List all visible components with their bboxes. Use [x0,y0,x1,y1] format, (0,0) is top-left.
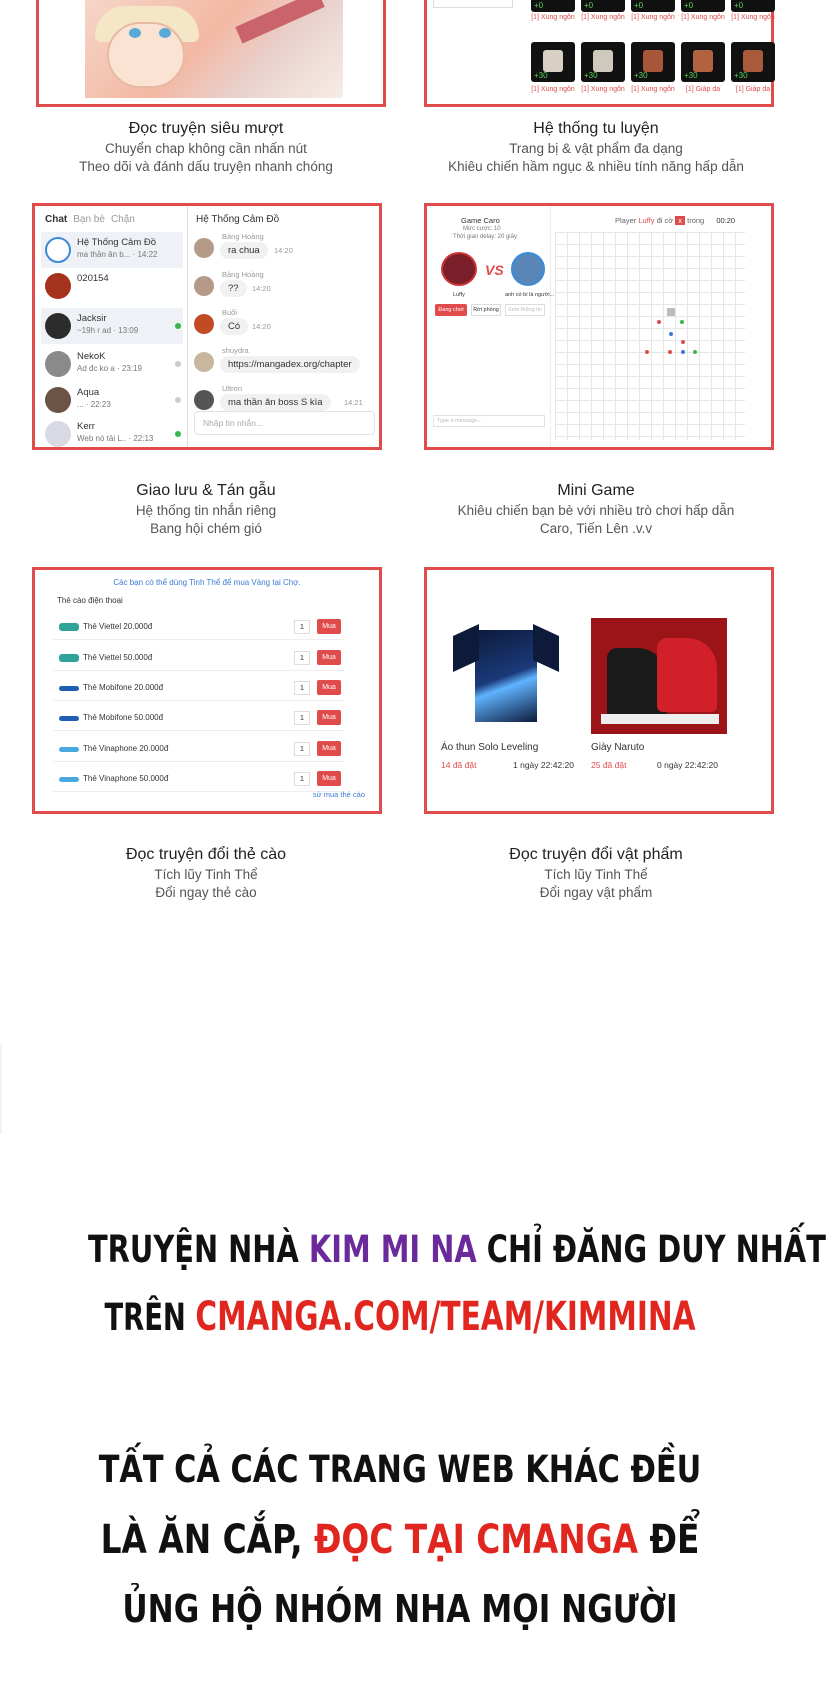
online-status-icon [175,431,181,437]
tshirt-image[interactable] [453,624,559,724]
online-status-icon [175,323,181,329]
player1-avatar [441,252,477,286]
product-name: Áo thun Solo Leveling [441,742,539,753]
feature-caption-phone-cards [26,844,386,902]
game-timer: 00:20 [716,216,736,225]
divider [0,1044,2,1134]
conversation-item[interactable]: 020154 [41,268,183,304]
caro-board[interactable] [555,232,745,440]
conversation-item[interactable]: Kerr Web nó tải L.. · 22:13 [41,416,183,452]
shoes-image[interactable] [591,618,727,734]
feature-card-chat [32,203,382,450]
conversation-item[interactable]: Hệ Thống Cảm Đồ ma thần ân b... · 14:22 [41,232,183,268]
item-label: [1] Xung ngôn [531,86,575,93]
tab-blocked[interactable]: Chặn [110,214,135,225]
notice-line-2: TRÊN CMANGA.COM/TEAM/KIMMINA [104,1294,696,1340]
playing-button[interactable]: Đang chơi [435,304,467,316]
phone-card-row: Thẻ Vinaphone 50.000đ 1 Mua [53,766,345,792]
buy-button[interactable]: Mua [317,741,341,756]
chat-message-input[interactable]: Nhập tin nhắn... [194,411,375,435]
vinaphone-logo-icon [59,747,79,752]
notice-line-1: TRUYỆN NHÀ KIM MI NA CHỈ ĐĂNG DUY NHẤT [88,1228,826,1271]
player2-avatar [511,252,545,286]
chat-message: shuydra https://mangadex.org/chapter [194,346,384,378]
buy-button[interactable]: Mua [317,619,341,634]
quantity-input[interactable]: 1 [294,711,310,725]
item-label: [1] Xung ngôn [631,14,675,21]
feature-caption-reading [26,118,386,176]
feature-card-cultivation: +0 +0 +0 +0 +0 [1] Xung ngôn [1] Xung ngôn [1] Xung ngôn [1] Xung ngôn [1] Xung ngôn +30 +30 +30 +30 +30 [1] Xung ngôn [1] Xung ngôn [1] Xung ngôn [1] Giáp da [1] Giáp da [424,0,774,107]
info-button[interactable]: Xem thông tin [505,304,545,316]
conversation-item[interactable]: Aqua ... · 22:23 [41,382,183,418]
item-label: [1] Xung ngôn [681,14,725,21]
inventory-slot[interactable]: +30 [531,42,575,82]
product-name: Giày Naruto [591,742,645,753]
feature-caption-chat [26,480,386,538]
phone-card-row: Thẻ Viettel 50.000đ 1 Mua [53,645,345,671]
chat-message: Ultron ma thần ăn boss S kìa 14:21 [194,384,364,416]
quantity-input[interactable]: 1 [294,651,310,665]
quantity-input[interactable]: 1 [294,620,310,634]
feature-caption-minigame [416,480,776,538]
purchase-history-link[interactable]: sử mua thẻ cào [312,790,365,799]
feature-desc: Tích lũy Tinh Thể [154,867,258,882]
game-message-input[interactable]: Type a message... [433,415,545,427]
product-ordered: 14 đã đặt [441,760,477,770]
inventory-slot[interactable]: +30 [581,42,625,82]
feature-caption-items [416,844,776,902]
avatar [45,313,71,339]
chat-room-title: Hệ Thống Cảm Đồ [196,214,280,225]
vs-label: VS [485,262,504,278]
buy-button[interactable]: Mua [317,771,341,786]
phone-card-row: Thẻ Viettel 20.000đ 1 Mua [53,614,345,640]
notice-line-3: TẤT CẢ CÁC TRANG WEB KHÁC ĐỀU [98,1448,702,1491]
phone-card-row: Thẻ Mobifone 50.000đ 1 Mua [53,705,345,731]
feature-desc: Khiêu chiến hầm ngục & nhiều tính năng hấp dẫn [448,159,744,174]
feature-desc: Đổi ngay thẻ cào [155,885,257,900]
item-label: [1] Xung ngôn [581,86,625,93]
quantity-input[interactable]: 1 [294,742,310,756]
feature-desc: Trang bị & vật phẩm đa dạng [509,141,683,156]
item-label: [1] Xung ngôn [631,86,675,93]
inventory-slot[interactable]: +30 [731,42,775,82]
feature-desc: Theo dõi và đánh dấu truyện nhanh chóng [79,159,333,174]
phone-card-note: Các bạn có thể dùng Tinh Thể để mua Vàng tại Chợ. [113,578,301,587]
phone-card-header: Thẻ cào điện thoại [57,596,123,605]
inventory-slot[interactable]: +30 [681,42,725,82]
quantity-input[interactable]: 1 [294,681,310,695]
tab-friends[interactable]: Bạn bè [73,214,105,225]
avatar [45,421,71,447]
avatar [45,237,71,263]
avatar [45,351,71,377]
buy-button[interactable]: Mua [317,710,341,725]
product-ordered: 25 đã đặt [591,760,627,770]
quantity-input[interactable]: 1 [294,772,310,786]
buy-button[interactable]: Mua [317,650,341,665]
manga-preview-image [85,0,343,98]
feature-desc: Caro, Tiến Lên .v.v [539,521,653,536]
feature-card-phone-cards [32,567,382,814]
feature-card-items [424,567,774,814]
feature-desc: Chuyển chap không cần nhấn nút [105,141,307,156]
chat-tabs [45,214,141,225]
site-link[interactable]: CMANGA.COM/TEAM/KIMMINA [195,1294,696,1340]
feature-title: Đọc truyện đổi thẻ cào [125,846,287,863]
viettel-logo-icon [59,623,79,631]
offline-status-icon [175,397,181,403]
turn-indicator: Player Luffy đi cờ x trong 00:20 [615,216,736,225]
feature-card-reading [36,0,386,107]
mobifone-logo-icon [59,716,79,721]
feature-title: Giao lưu & Tán gẫu [136,482,276,499]
game-title: Game Caro [461,216,500,225]
avatar [45,387,71,413]
leave-room-button[interactable]: Rời phòng [471,304,501,316]
feature-caption-cultivation [416,118,776,176]
buy-button[interactable]: Mua [317,680,341,695]
feature-card-minigame: Game Caro Mức cược: 10 Thời gian delay: 20 giây VS Luffy anh có bí là người... Đang chơi Rời phòng Xem thông tin Type a message... Player Luffy đi cờ x trong 00:20 [424,203,774,450]
item-label: [1] Xung ngôn [531,14,575,21]
feature-desc: Tích lũy Tinh Thể [544,867,648,882]
feature-desc: Hệ thống tin nhắn riêng [135,503,277,518]
item-label: [1] Giáp da [685,86,721,93]
chat-message: Bảng Hoàng ?? 14:20 [194,270,364,302]
feature-desc: Bang hội chém gió [150,521,262,536]
feature-desc: Đổi ngay vật phẩm [539,885,653,900]
game-bet: Mức cược: 10 [463,226,501,232]
viettel-logo-icon [59,654,79,662]
notice-line-5: ỦNG HỘ NHÓM NHA MỌI NGƯỜI [122,1587,678,1631]
product-time: 1 ngày 22:42:20 [513,760,574,770]
chat-message: Buổi Có 14:20 [194,308,364,340]
notice-line-4: LÀ ĂN CẮP, ĐỌC TẠI CMANGA ĐỂ [100,1517,700,1563]
vinaphone-logo-icon [59,777,79,782]
conversation-item[interactable]: NekoK Ad đc ko a · 23:19 [41,346,183,382]
conversation-item[interactable]: Jacksir ~19h r ad · 13:09 [41,308,183,344]
feature-title: Đọc truyện đổi vật phẩm [509,846,683,863]
feature-desc: Khiêu chiến bạn bè với nhiều trò chơi hấp dẫn [457,503,735,518]
tab-chat[interactable]: Chat [45,214,68,225]
chat-room [187,206,379,447]
avatar [45,273,71,299]
chat-message: Bảng Hoàng ra chua 14:20 [194,232,364,264]
item-label: [1] Xung ngôn [731,14,775,21]
feature-title: Đọc truyện siêu mượt [128,120,284,137]
phone-card-row: Thẻ Mobifone 20.000đ 1 Mua [53,675,345,701]
phone-card-row: Thẻ Vinaphone 20.000đ 1 Mua [53,736,345,762]
mobifone-logo-icon [59,686,79,691]
feature-title: Hệ thống tu luyện [533,120,659,137]
offline-status-icon [175,361,181,367]
feature-title: Mini Game [557,482,635,499]
inventory-slot[interactable]: +30 [631,42,675,82]
item-label: [1] Giáp da [735,86,771,93]
item-label: [1] Xung ngôn [581,14,625,21]
game-delay: Thời gian delay: 20 giây [453,234,517,240]
product-time: 0 ngày 22:42:20 [657,760,718,770]
